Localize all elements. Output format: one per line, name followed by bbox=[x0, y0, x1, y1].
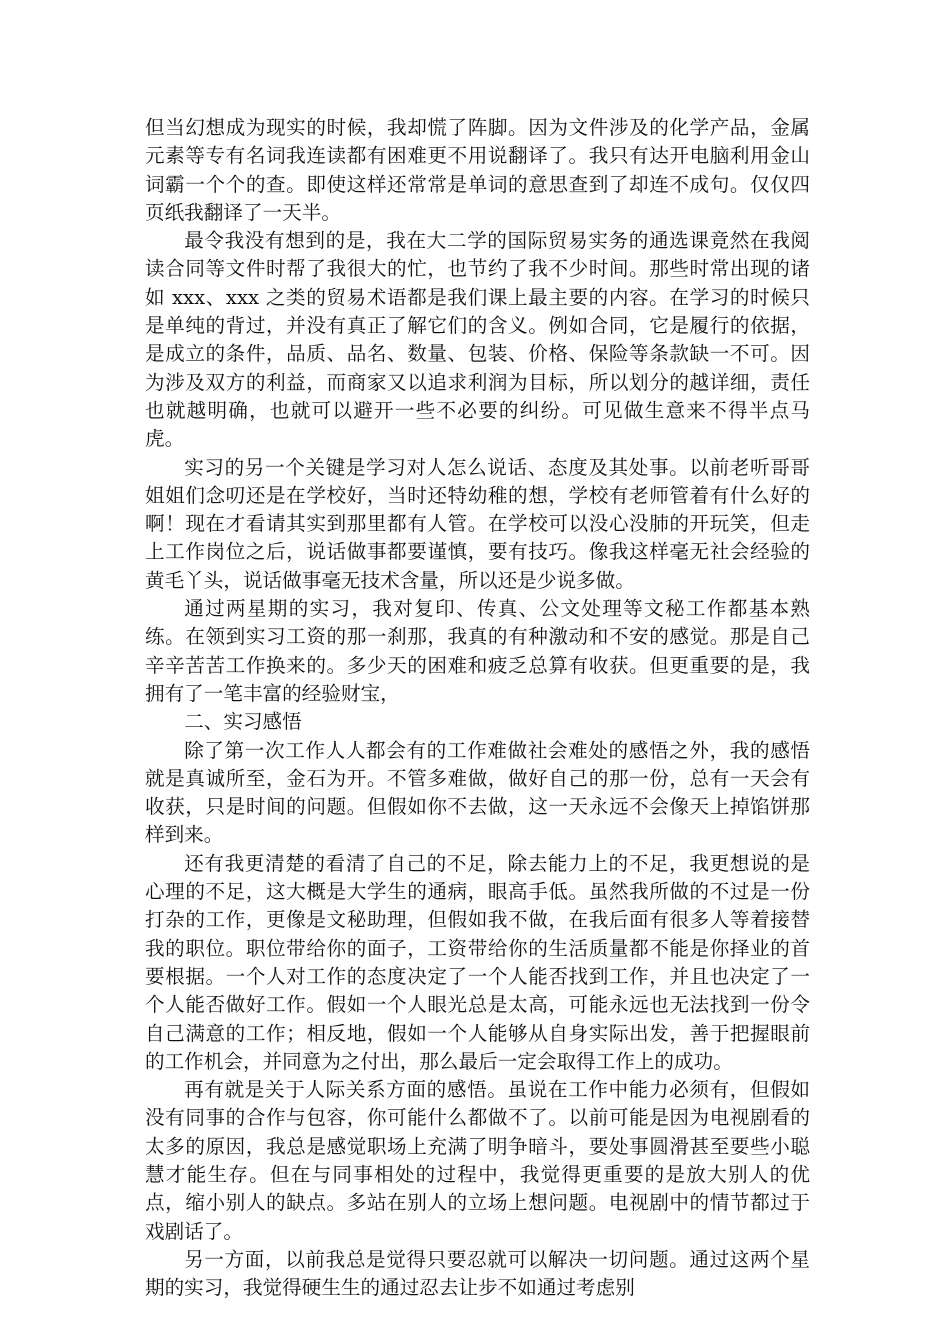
paragraph: 再有就是关于人际关系方面的感悟。虽说在工作中能力必须有，但假如没有同事的合作与包容，你可能什么都做不了。以前可能是因为电视剧看的太多的原因，我总是感觉职场上充满了明争暗斗，要处事圆滑甚至要些小聪慧才能生存。但在与同事相处的过程中，我觉得更重要的是放大别人的优点，缩小别人的缺点。多站在别人的立场上想问题。电视剧中的情节都过于戏剧话了。 bbox=[145, 1078, 810, 1243]
paragraph: 实习的另一个关键是学习对人怎么说话、态度及其处事。以前老听哥哥姐姐们念叨还是在学校好，当时还特幼稚的想，学校有老师管着有什么好的啊！现在才看请其实到那里都有人管。在学校可以没心没肺的开玩笑，但走上工作岗位之后，说话做事都要谨慎，要有技巧。像我这样毫无社会经验的黄毛丫头，说话做事毫无技术含量，所以还是少说多做。 bbox=[145, 455, 810, 592]
paragraph: 通过两星期的实习，我对复印、传真、公文处理等文秘工作都基本熟练。在领到实习工资的那一刹那，我真的有种激动和不安的感觉。那是自己辛辛苦苦工作换来的。多少天的困难和疲乏总算有收获。但更重要的是，我拥有了一笔丰富的经验财宝， bbox=[145, 597, 810, 705]
paragraph: 但当幻想成为现实的时候，我却慌了阵脚。因为文件涉及的化学产品，金属元素等专有名词我连读都有困难更不用说翻译了。我只有达开电脑利用金山词霸一个个的查。即使这样还常常是单词的意思查到了却连不成句。仅仅四页纸我翻译了一天半。 bbox=[145, 116, 810, 224]
paragraph: 另一方面，以前我总是觉得只要忍就可以解决一切问题。通过这两个星期的实习，我觉得硬生生的通过忍去让步不如通过考虑别 bbox=[145, 1247, 810, 1300]
paragraph: 最令我没有想到的是，我在大二学的国际贸易实务的通选课竟然在我阅读合同等文件时帮了我很大的忙，也节约了我不少时间。那些时常出现的诸如 xxx、xxx 之类的贸易术语都是我们课上最主要的内容。在学习的时候只是单纯的背过，并没有真正了解它们的含义。例如合同，它是履行的依据，是成立的条件，品质、品名、数量、包装、价格、保险等条款缺一不可。因为涉及双方的利益，而商家又以追求利润为目标，所以划分的越详细，责任也就越明确，也就可以避开一些不必要的纠纷。可见做生意来不得半点马虎。 bbox=[145, 229, 810, 451]
section-heading: 二、实习感悟 bbox=[184, 710, 302, 734]
document-body bbox=[145, 114, 810, 1302]
paragraph: 除了第一次工作人人都会有的工作难做社会难处的感悟之外，我的感悟就是真诚所至，金石为开。不管多难做，做好自己的那一份，总有一天会有收获，只是时间的问题。但假如你不去做，这一天永远不会像天上掉馅饼那样到来。 bbox=[145, 738, 810, 847]
paragraph: 还有我更清楚的看清了自己的不足，除去能力上的不足，我更想说的是心理的不足，这大概是大学生的通病，眼高手低。虽然我所做的不过是一份打杂的工作，更像是文秘助理，但假如我不做，在我后面有很多人等着接替我的职位。职位带给你的面子，工资带给你的生活质量都不能是你择业的首要根据。一个人对工作的态度决定了一个人能否找到工作，并且也决定了一个人能否做好工作。假如一个人眼光总是太高，可能永远也无法找到一份令自己满意的工作；相反地，假如一个人能够从自身实际出发，善于把握眼前的工作机会，并同意为之付出，那么最后一定会取得工作上的成功。 bbox=[145, 851, 810, 1073]
